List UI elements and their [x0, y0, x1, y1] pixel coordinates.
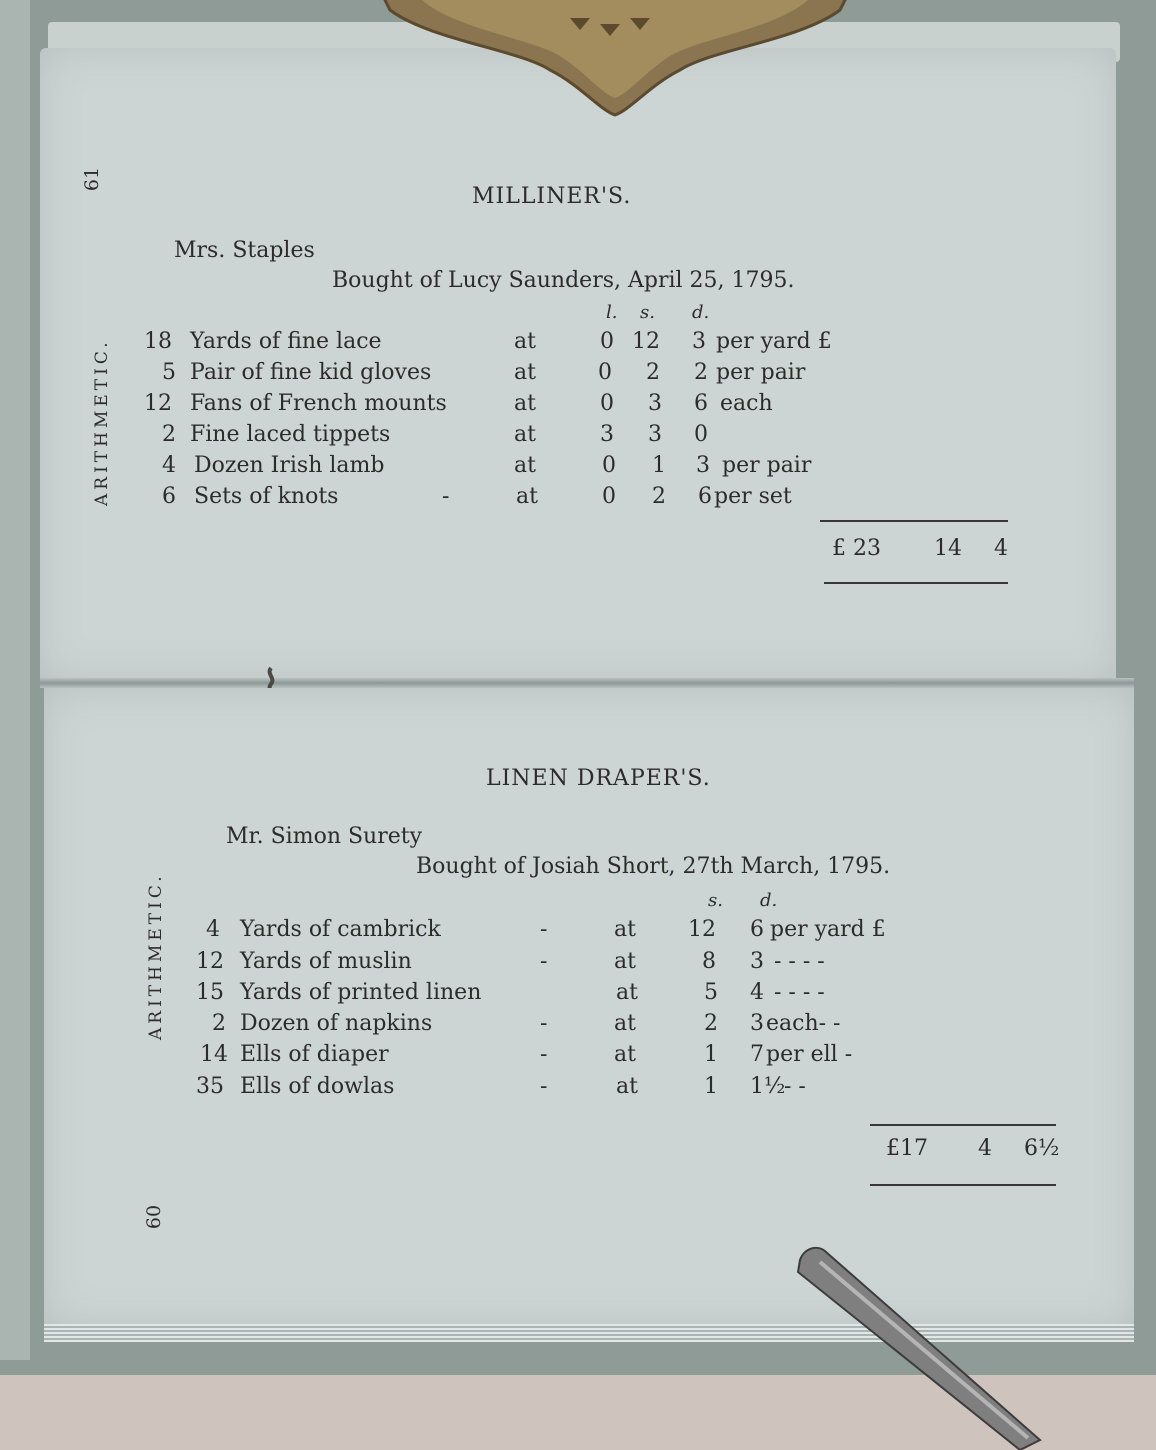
- item: Ells of diaper: [240, 1042, 389, 1067]
- shillings: 1: [704, 1042, 718, 1067]
- running-head: ARITHMETIC.: [146, 872, 166, 1040]
- at: at: [514, 391, 536, 416]
- unit: each- -: [766, 1011, 841, 1036]
- unit: each: [720, 391, 773, 416]
- pence: 2: [694, 360, 708, 385]
- unit: per pair: [722, 453, 812, 478]
- shillings: 3: [648, 391, 662, 416]
- unit: - -: [784, 1074, 806, 1099]
- bottom-page: [44, 688, 1134, 1328]
- total-row: [40, 536, 1040, 566]
- running-head: ARITHMETIC.: [92, 338, 112, 506]
- qty: 6: [162, 484, 176, 509]
- seller-line: Bought of Josiah Short, 27th March, 1795.: [416, 854, 891, 879]
- table-row: [44, 979, 1044, 1007]
- unit: per ell -: [766, 1042, 853, 1067]
- sum-rule-top: [870, 1124, 1056, 1126]
- pence: 7: [750, 1042, 764, 1067]
- col-header-s: s.: [640, 302, 655, 323]
- item: Dozen of napkins: [240, 1011, 433, 1036]
- item: Sets of knots: [194, 484, 339, 509]
- dash: -: [540, 1074, 548, 1099]
- qty: 5: [162, 360, 176, 385]
- total-pence: 6½: [1024, 1136, 1060, 1161]
- shillings: 12: [688, 917, 716, 942]
- table-row: [44, 1041, 1044, 1069]
- page-title: LINEN DRAPER'S.: [486, 766, 711, 791]
- table-row: [40, 483, 1040, 511]
- brass-clasp-icon: [380, 0, 850, 120]
- col-header-d: d.: [692, 302, 710, 323]
- pounds: 0: [602, 453, 616, 478]
- col-header-d: d.: [760, 890, 778, 911]
- pence: 6: [698, 484, 712, 509]
- pounds: 0: [602, 484, 616, 509]
- table-row: [40, 328, 1040, 356]
- page-number: 61: [81, 166, 104, 192]
- qty: 4: [206, 917, 220, 942]
- unit: per yard £: [716, 329, 832, 354]
- at: at: [614, 1011, 636, 1036]
- pence: 6: [750, 917, 764, 942]
- pounds: 0: [600, 391, 614, 416]
- shillings: 2: [704, 1011, 718, 1036]
- qty: 2: [162, 422, 176, 447]
- dash: -: [442, 484, 450, 509]
- qty: 2: [212, 1011, 226, 1036]
- at: at: [516, 484, 538, 509]
- book-gutter: [40, 678, 1134, 688]
- at: at: [514, 329, 536, 354]
- page-title: MILLINER'S.: [472, 184, 632, 209]
- at: at: [514, 453, 536, 478]
- total-pounds: £17: [886, 1136, 928, 1161]
- qty: 4: [162, 453, 176, 478]
- total-shillings: 14: [934, 536, 962, 561]
- unit: per pair: [716, 360, 806, 385]
- table-row: [44, 1010, 1044, 1038]
- table-row: [40, 359, 1040, 387]
- at: at: [514, 360, 536, 385]
- pounds: 0: [598, 360, 612, 385]
- total-pounds: £ 23: [832, 536, 881, 561]
- pounds: 0: [600, 329, 614, 354]
- pence: 3: [692, 329, 706, 354]
- pence: 3: [750, 949, 764, 974]
- table-row: [44, 948, 1044, 976]
- shillings: 1: [652, 453, 666, 478]
- pence: 4: [750, 980, 764, 1005]
- col-header-l: l.: [606, 302, 618, 323]
- seller-line: Bought of Lucy Saunders, April 25, 1795.: [332, 268, 795, 293]
- pence: 3: [750, 1011, 764, 1036]
- sum-rule-bottom: [870, 1184, 1056, 1186]
- total-row: [44, 1136, 1084, 1166]
- shillings: 5: [704, 980, 718, 1005]
- sum-rule-bottom: [824, 582, 1008, 584]
- item: Yards of cambrick: [240, 917, 441, 942]
- top-page: [40, 48, 1116, 682]
- table-row: [40, 452, 1040, 480]
- at: at: [614, 949, 636, 974]
- unit: per yard £: [770, 917, 886, 942]
- sum-rule-top: [820, 520, 1008, 522]
- unit: - - - -: [774, 980, 825, 1005]
- customer-name: Mrs. Staples: [174, 238, 315, 263]
- item: Dozen Irish lamb: [194, 453, 385, 478]
- at: at: [616, 980, 638, 1005]
- pounds: 3: [600, 422, 614, 447]
- item: Yards of fine lace: [190, 329, 382, 354]
- total-pence: 4: [994, 536, 1008, 561]
- qty: 18: [144, 329, 172, 354]
- unit: - - - -: [774, 949, 825, 974]
- item: Fans of French mounts: [190, 391, 447, 416]
- pence: 0: [694, 422, 708, 447]
- unit: per set: [714, 484, 792, 509]
- table-row: [40, 421, 1040, 449]
- total-shillings: 4: [978, 1136, 992, 1161]
- at: at: [614, 1042, 636, 1067]
- shillings: 2: [652, 484, 666, 509]
- item: Fine laced tippets: [190, 422, 391, 447]
- shillings: 12: [632, 329, 660, 354]
- table-row: [40, 390, 1040, 418]
- item: Yards of printed linen: [240, 980, 482, 1005]
- item: Yards of muslin: [240, 949, 412, 974]
- dash: -: [540, 949, 548, 974]
- at: at: [614, 917, 636, 942]
- qty: 15: [196, 980, 224, 1005]
- table-row: [44, 916, 1044, 944]
- qty: 35: [196, 1074, 224, 1099]
- qty: 14: [200, 1042, 228, 1067]
- pence: 3: [696, 453, 710, 478]
- col-header-s: s.: [708, 890, 723, 911]
- qty: 12: [196, 949, 224, 974]
- item: Pair of fine kid gloves: [190, 360, 432, 385]
- customer-name: Mr. Simon Surety: [226, 824, 423, 849]
- pence: 6: [694, 391, 708, 416]
- at: at: [514, 422, 536, 447]
- shillings: 2: [646, 360, 660, 385]
- dash: -: [540, 917, 548, 942]
- dash: -: [540, 1011, 548, 1036]
- at: at: [616, 1074, 638, 1099]
- page-number: 60: [143, 1204, 166, 1230]
- shillings: 8: [702, 949, 716, 974]
- cover-spine-edge: [0, 0, 30, 1360]
- shillings: 3: [648, 422, 662, 447]
- table-row: [44, 1073, 1044, 1101]
- stylus-icon: [790, 1240, 1050, 1450]
- dash: -: [540, 1042, 548, 1067]
- item: Ells of dowlas: [240, 1074, 395, 1099]
- shillings: 1: [704, 1074, 718, 1099]
- qty: 12: [144, 391, 172, 416]
- pence: 1½: [750, 1074, 786, 1099]
